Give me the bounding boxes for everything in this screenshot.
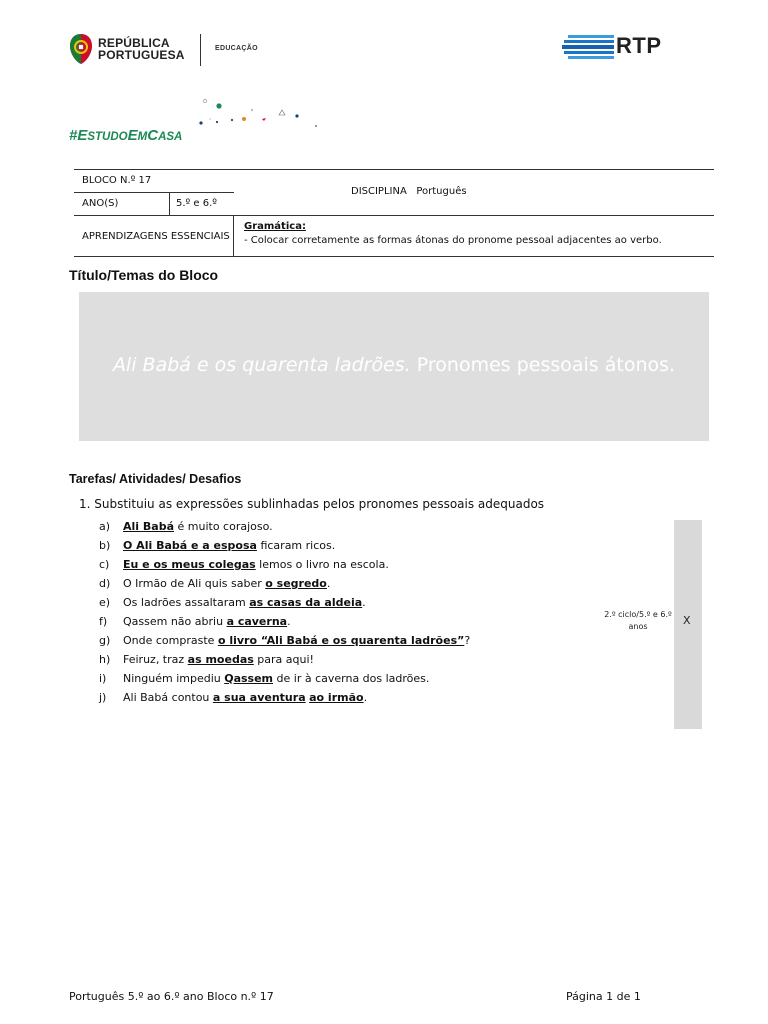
sentence-text: de ir à caverna dos ladrões. bbox=[273, 672, 430, 685]
item-sentence bbox=[123, 593, 366, 612]
table-rule bbox=[74, 192, 234, 193]
item-label: d) bbox=[99, 577, 111, 590]
hashtag-part: M bbox=[137, 131, 148, 143]
item-label: i) bbox=[99, 672, 107, 685]
table-rule bbox=[74, 169, 714, 170]
gramatica-heading bbox=[244, 221, 306, 232]
item-label: a) bbox=[99, 520, 111, 533]
item-sentence bbox=[123, 631, 470, 650]
gramatica-text: - Colocar corretamente as formas átonas do pronome pessoal adjacentes ao verbo. bbox=[244, 235, 662, 246]
underlined-expression: as casas da aldeia bbox=[249, 596, 363, 609]
sentence-text: O Irmão de Ali quis saber bbox=[123, 577, 266, 590]
sentence-text: . bbox=[363, 691, 368, 704]
bloco-number: BLOCO N.º 17 bbox=[82, 175, 152, 186]
disciplina-cell bbox=[351, 186, 467, 197]
sentence-text: . bbox=[287, 615, 291, 628]
educacao-label: EDUCAÇÃO bbox=[215, 45, 258, 52]
item-sentence bbox=[123, 517, 273, 536]
republica-line: REPÚBLICA bbox=[98, 36, 170, 50]
item-sentence bbox=[123, 555, 389, 574]
logo-separator bbox=[200, 34, 201, 66]
sentence-text: ficaram ricos. bbox=[256, 539, 336, 552]
section-title: Título/Temas do Bloco bbox=[69, 267, 219, 283]
hashtag-part: C bbox=[147, 127, 159, 144]
rtp-stripes-icon bbox=[562, 34, 614, 60]
sentence-text: Qassem não abriu bbox=[123, 615, 227, 628]
item-label: h) bbox=[99, 653, 111, 666]
question-1: 1. Substituiu as expressões sublinhadas pelos pronomes pessoais adequados bbox=[79, 497, 545, 511]
item-sentence bbox=[123, 612, 291, 631]
sentence-text: Onde compraste bbox=[123, 634, 218, 647]
table-rule bbox=[233, 215, 234, 256]
sentence-text: lemos o livro na escola. bbox=[255, 558, 389, 571]
item-label: b) bbox=[99, 539, 111, 552]
estudo-em-casa-hashtag bbox=[69, 127, 182, 144]
sentence-text: para aqui! bbox=[253, 653, 314, 666]
item-label: e) bbox=[99, 596, 111, 609]
rtp-text: RTP bbox=[616, 33, 662, 58]
banner-text bbox=[79, 354, 709, 376]
sentence-text: Ali Babá contou bbox=[123, 691, 213, 704]
cycle-line: 2.º ciclo/5.º e 6.º bbox=[604, 610, 672, 619]
item-sentence bbox=[123, 574, 330, 593]
banner-topic: Pronomes pessoais átonos. bbox=[410, 354, 676, 376]
item-sentence bbox=[123, 669, 429, 688]
item-sentence bbox=[123, 688, 367, 707]
sentence-text: Ninguém impediu bbox=[123, 672, 225, 685]
table-rule bbox=[169, 192, 170, 215]
item-sentence bbox=[123, 650, 314, 669]
underlined-expression: a caverna bbox=[226, 615, 288, 628]
sentence-text: . bbox=[326, 577, 331, 590]
underlined-expression: O Ali Babá e a esposa bbox=[123, 539, 257, 552]
decorative-dots-icon bbox=[190, 96, 330, 132]
republica-portuguesa-logo bbox=[68, 32, 268, 68]
banner-story-title: Ali Babá e os quarenta ladrões. bbox=[112, 354, 411, 376]
tasks-heading: Tarefas/ Atividades/ Desafios bbox=[69, 472, 242, 486]
hashtag-part: STUDO bbox=[87, 131, 128, 143]
coat-of-arms-icon bbox=[68, 32, 94, 66]
cycle-label bbox=[596, 609, 680, 633]
sentence-text: é muito corajoso. bbox=[174, 520, 273, 533]
disciplina-value: Português bbox=[416, 186, 467, 197]
cycle-line: anos bbox=[628, 622, 648, 631]
title-banner bbox=[79, 292, 709, 441]
gramatica-heading-text: Gramática: bbox=[244, 221, 306, 232]
disciplina-label: DISCIPLINA bbox=[351, 186, 407, 197]
underlined-expression: ao irmão bbox=[309, 691, 364, 704]
item-label: g) bbox=[99, 634, 111, 647]
item-label: f) bbox=[99, 615, 108, 628]
underlined-expression: o segredo bbox=[265, 577, 327, 590]
table-rule bbox=[74, 256, 714, 257]
sentence-text: . bbox=[362, 596, 366, 609]
hashtag-part: #E bbox=[69, 127, 88, 144]
underlined-expression: o livro “Ali Babá e os quarenta ladrões” bbox=[217, 634, 465, 647]
item-label: c) bbox=[99, 558, 110, 571]
portuguesa-line: PORTUGUESA bbox=[98, 48, 185, 62]
rtp-logo bbox=[562, 34, 680, 60]
item-sentence bbox=[123, 536, 335, 555]
underlined-expression: Qassem bbox=[224, 672, 274, 685]
page-number: Página 1 de 1 bbox=[566, 990, 641, 1003]
underlined-expression: a sua aventura bbox=[212, 691, 306, 704]
republica-portuguesa-text bbox=[98, 37, 185, 61]
check-mark: X bbox=[683, 614, 691, 627]
underlined-expression: as moedas bbox=[187, 653, 254, 666]
anos-label: ANO(S) bbox=[82, 198, 119, 209]
footer-left: Português 5.º ao 6.º ano Bloco n.º 17 bbox=[69, 990, 274, 1003]
underlined-expression: Eu e os meus colegas bbox=[123, 558, 256, 571]
table-rule bbox=[74, 215, 714, 216]
sentence-text: ? bbox=[464, 634, 471, 647]
hashtag-part: ASA bbox=[158, 131, 183, 143]
hashtag-part: E bbox=[127, 127, 138, 144]
aprendizagens-label: APRENDIZAGENS ESSENCIAIS bbox=[82, 231, 230, 242]
sentence-text: Feiruz, traz bbox=[123, 653, 188, 666]
item-label: j) bbox=[99, 691, 107, 704]
anos-value: 5.º e 6.º bbox=[176, 198, 218, 209]
sentence-text: Os ladrões assaltaram bbox=[123, 596, 250, 609]
underlined-expression: Ali Babá bbox=[123, 520, 174, 533]
